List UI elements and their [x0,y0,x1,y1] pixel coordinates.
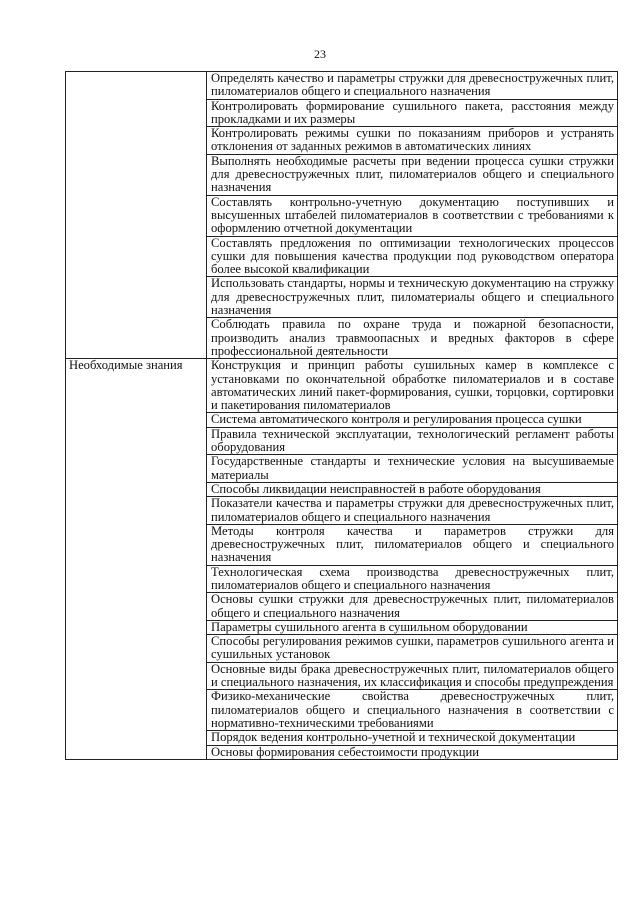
requirement-text: Конструкция и принцип работы сушильных камер в комплексе с установками по окончательной обработке пиломатериалов и в составе автоматических линий пакет-формирования, сушки, торцовки, сортировки и пакетирования пиломатериалов [207,359,618,413]
requirement-text: Основы формирования себестоимости продукции [207,745,618,759]
requirement-text: Основные виды брака древесностружечных плит, пиломатериалов общего и специального назначения, их классификация и способы предупреждения [207,662,618,690]
requirement-text: Государственные стандарты и технические условия на высушиваемые материалы [207,455,618,483]
section-label-empty [66,72,207,359]
requirement-text: Основы сушки стружки для древесностружечных плит, пиломатериалов общего и специального назначения [207,593,618,621]
requirement-text: Физико-механические свойства древесностружечных плит, пиломатериалов общего и специального назначения в соответствии с нормативно-техническими требованиями [207,690,618,731]
requirement-text: Составлять контрольно-учетную документацию поступивших и высушенных штабелей пиломатериалов в соответствии с требованиями к оформлению отчетной документации [207,195,618,236]
requirement-text: Порядок ведения контрольно-учетной и технической документации [207,731,618,745]
requirement-text: Контролировать формирование сушильного пакета, расстояния между прокладками и их размеры [207,99,618,127]
requirements-table-body [66,72,618,760]
section-label: Необходимые знания [66,359,207,760]
table-row [66,72,618,100]
requirement-text: Выполнять необходимые расчеты при ведении процесса сушки стружки для древесностружечных плит, пиломатериалов общего и специального назначения [207,154,618,195]
requirement-text: Система автоматического контроля и регулирования процесса сушки [207,413,618,427]
requirement-text: Способы ликвидации неисправностей в работе оборудования [207,482,618,496]
requirement-text: Контролировать режимы сушки по показаниям приборов и устранять отклонения от заданных режимов в автоматических линиях [207,127,618,155]
page-number: 23 [314,47,326,61]
table-row [66,359,618,413]
requirement-text: Правила технической эксплуатации, технологический регламент работы оборудования [207,427,618,455]
requirement-text: Составлять предложения по оптимизации технологических процессов сушки для повышения качества продукции под руководством оператора более высокой квалификации [207,236,618,277]
requirements-table [65,71,618,760]
requirement-text: Определять качество и параметры стружки для древесностружечных плит, пиломатериалов общего и специального назначения [207,72,618,100]
requirement-text: Методы контроля качества и параметров стружки для древесностружечных плит, пиломатериалов общего и специального назначения [207,524,618,565]
requirement-text: Технологическая схема производства древесностружечных плит, пиломатериалов общего и специального назначения [207,565,618,593]
requirement-text: Параметры сушильного агента в сушильном оборудовании [207,620,618,634]
requirement-text: Соблюдать правила по охране труда и пожарной безопасности, производить анализ травмоопасных и вредных факторов в сфере профессиональной деятельности [207,318,618,359]
requirement-text: Использовать стандарты, нормы и техническую документацию на стружку для древесностружечных плит, пиломатериалы общего и специального назначения [207,277,618,318]
requirement-text: Способы регулирования режимов сушки, параметров сушильного агента и сушильных установок [207,635,618,663]
requirement-text: Показатели качества и параметры стружки для древесностружечных плит, пиломатериалов общего и специального назначения [207,497,618,525]
